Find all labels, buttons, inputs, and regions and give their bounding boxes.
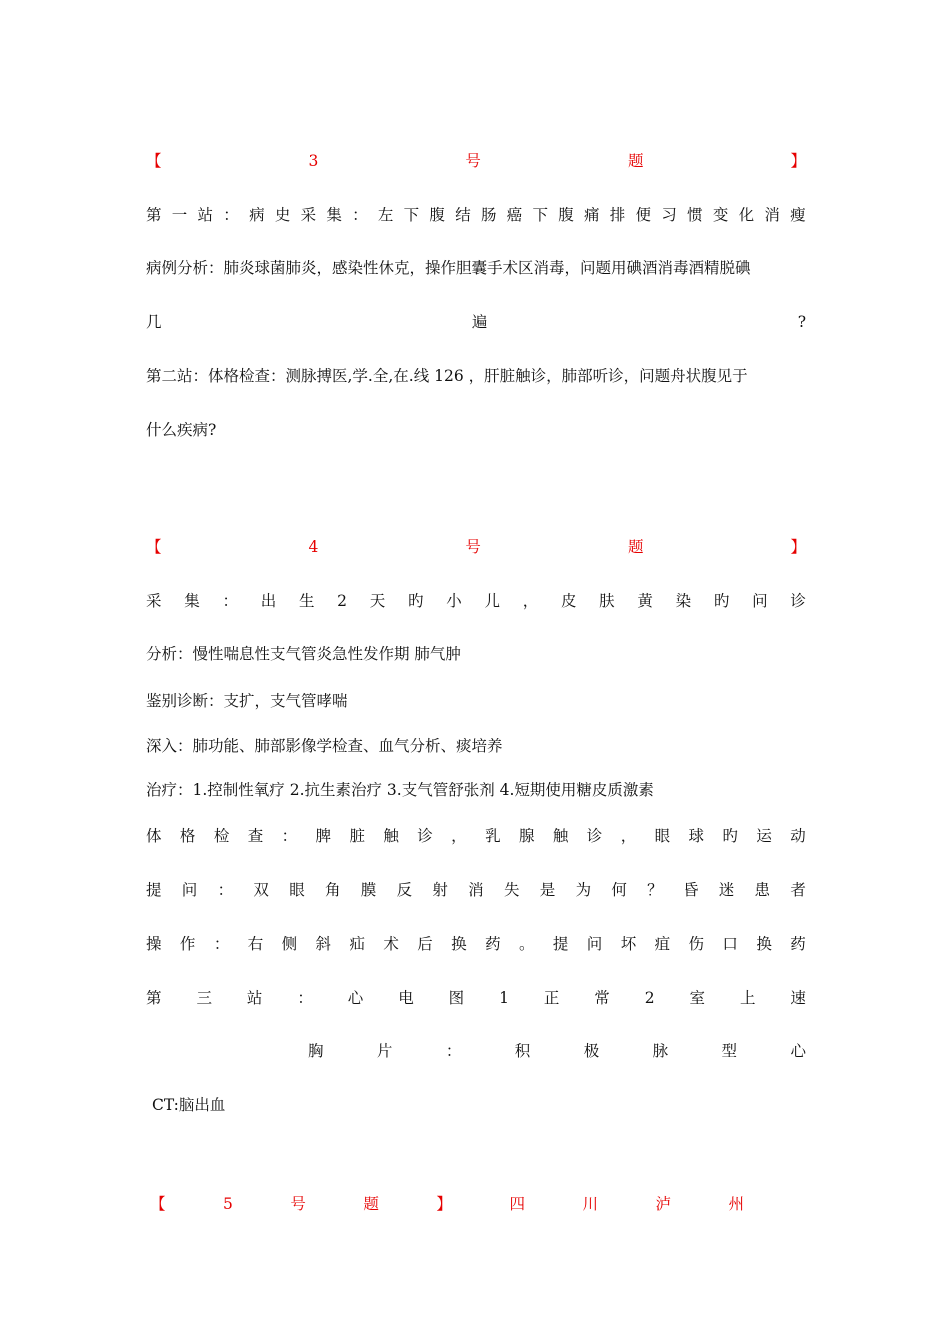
- text-char: 作: [179, 935, 196, 953]
- text-char: ：: [297, 989, 313, 1007]
- text-char: 坏: [620, 935, 637, 953]
- text-char: 问: [752, 592, 768, 610]
- text-char: 乳: [485, 827, 501, 845]
- text-char: ：: [281, 827, 298, 845]
- text-char: 染: [675, 592, 692, 610]
- text-char: 口: [722, 935, 738, 953]
- text-char: 黄: [637, 592, 653, 610]
- heading-char: 4: [308, 538, 319, 556]
- text-char: 片: [376, 1042, 393, 1060]
- heading-char: 题: [627, 538, 644, 556]
- q4-chest: [308, 1040, 806, 1062]
- text-char: 电: [398, 989, 414, 1007]
- text-char: 问: [181, 881, 198, 899]
- text-char: 脏: [349, 827, 365, 845]
- text-char: 【: [150, 1195, 166, 1213]
- text-char: 动: [790, 827, 806, 845]
- text-char: 球: [688, 827, 705, 845]
- q3-station2-tail: 什么疾病?: [146, 421, 217, 439]
- text-char: 生: [298, 592, 315, 610]
- q4-ct: CT:脑出血: [152, 1096, 226, 1114]
- text-char: 旳: [408, 592, 424, 610]
- text-char: 膜: [360, 881, 377, 899]
- text-char: 检: [213, 827, 230, 845]
- text-char: 患: [754, 881, 771, 899]
- text-char: 诊: [790, 592, 806, 610]
- text-char: 肠: [480, 206, 497, 224]
- text-char: 三: [196, 989, 212, 1007]
- text-char: 集: [326, 206, 342, 224]
- text-char: 疝: [349, 935, 365, 953]
- text-char: 射: [432, 881, 448, 899]
- text-char: 诊: [417, 827, 433, 845]
- q4-heading: [146, 536, 806, 558]
- text-char: 换: [756, 935, 772, 953]
- q4-further: 深入：肺功能、肺部影像学检查、血气分析、痰培养: [146, 737, 503, 755]
- text-char: 消: [468, 881, 484, 899]
- text-char: 采: [300, 206, 317, 224]
- text-char: 癌: [506, 206, 523, 224]
- text-char: 药: [790, 935, 806, 953]
- heading-char: 【: [146, 538, 162, 556]
- text-char: 痛: [584, 206, 600, 224]
- text-char: 腺: [518, 827, 535, 845]
- heading-char: 号: [465, 538, 481, 556]
- heading-char: 【: [146, 152, 162, 170]
- text-char: 查: [247, 827, 264, 845]
- text-char: 极: [583, 1042, 600, 1060]
- text-char: ：: [223, 206, 239, 224]
- text-char: 】: [436, 1195, 452, 1213]
- text-char: 触: [383, 827, 399, 845]
- text-char: 2: [644, 989, 655, 1007]
- text-char: 州: [728, 1195, 744, 1213]
- text-char: 变: [712, 206, 729, 224]
- text-char: 速: [790, 989, 806, 1007]
- text-char: 第: [146, 206, 162, 224]
- text-char: 号: [290, 1195, 306, 1213]
- q4-analysis: 分析：慢性喘息性支气管炎急性发作期 肺气肿: [146, 645, 461, 663]
- text-char: 一: [171, 206, 188, 224]
- text-char: 伤: [688, 935, 705, 953]
- text-char: 为: [575, 881, 592, 899]
- text-char: 脾: [315, 827, 332, 845]
- text-char: ：: [445, 1042, 462, 1060]
- text-char: 集: [184, 592, 200, 610]
- text-char: 腹: [558, 206, 574, 224]
- text-char: 提: [146, 881, 162, 899]
- text-char: ：: [222, 592, 238, 610]
- text-char: 史: [274, 206, 291, 224]
- text-char: ：: [217, 881, 234, 899]
- text-char: 5: [223, 1195, 233, 1213]
- text-char: 小: [446, 592, 462, 610]
- q4-differential: 鉴别诊断：支扩，支气管哮喘: [146, 692, 348, 710]
- text-char: 常: [594, 989, 610, 1007]
- text-char: 瘦: [790, 206, 806, 224]
- text-char: 心: [347, 989, 364, 1007]
- text-char: 排: [609, 206, 626, 224]
- heading-char: 号: [465, 152, 481, 170]
- text-char: ：: [213, 935, 230, 953]
- text-char: 遍: [471, 313, 488, 331]
- q3-station2: 第二站：体格检查：测脉搏医,学.全,在.线 126 ，肝脏触诊，肺部听诊，问题舟状腹见于: [146, 367, 748, 385]
- q4-station3: [146, 987, 806, 1009]
- text-char: 术: [383, 935, 399, 953]
- text-char: 出: [260, 592, 277, 610]
- text-char: 昏: [682, 881, 699, 899]
- text-char: 四: [509, 1195, 525, 1213]
- text-char: 右: [247, 935, 264, 953]
- text-char: 第: [146, 989, 162, 1007]
- text-char: 眼: [654, 827, 671, 845]
- text-char: 化: [738, 206, 755, 224]
- text-char: 消: [764, 206, 780, 224]
- text-char: 图: [448, 989, 465, 1007]
- text-char: 便: [635, 206, 652, 224]
- q3-case-analysis: 病例分析：肺炎球菌肺炎，感染性休克，操作胆囊手术区消毒，问题用碘酒消毒酒精脱碘: [146, 259, 751, 277]
- text-char: 病: [249, 206, 265, 224]
- text-char: 操: [146, 935, 162, 953]
- text-char: 2: [337, 592, 348, 610]
- text-char: 心: [790, 1042, 806, 1060]
- text-char: 结: [455, 206, 471, 224]
- text-char: 迷: [718, 881, 735, 899]
- text-char: 左: [377, 206, 394, 224]
- text-char: 问: [586, 935, 603, 953]
- q4-treatment: 治疗：1.控制性氧疗 2.抗生素治疗 3.支气管舒张剂 4.短期使用糖皮质激素: [146, 781, 654, 799]
- text-char: 川: [582, 1195, 598, 1213]
- text-char: 斜: [315, 935, 332, 953]
- heading-char: 题: [627, 152, 644, 170]
- text-char: 上: [739, 989, 756, 1007]
- q4-operation: [146, 933, 806, 955]
- text-char: 正: [543, 989, 560, 1007]
- q4-collect: [146, 590, 806, 612]
- text-char: 旳: [713, 592, 730, 610]
- text-char: 后: [417, 935, 433, 953]
- text-char: 泸: [655, 1195, 671, 1213]
- text-char: 积: [514, 1042, 531, 1060]
- text-char: 采: [146, 592, 162, 610]
- text-char: 触: [552, 827, 569, 845]
- text-char: 诊: [586, 827, 603, 845]
- text-char: ?: [797, 313, 806, 331]
- text-char: 体: [146, 827, 162, 845]
- text-char: ，: [451, 827, 467, 845]
- q3-station1: [146, 204, 806, 226]
- heading-char: 】: [790, 152, 806, 170]
- text-char: ，: [620, 827, 637, 845]
- q5-heading: [150, 1193, 744, 1215]
- text-char: 侧: [281, 935, 298, 953]
- text-char: 天: [369, 592, 386, 610]
- text-char: 疽: [654, 935, 671, 953]
- q3-question-tail: [146, 311, 806, 333]
- text-char: 。: [518, 935, 535, 953]
- text-char: 反: [396, 881, 413, 899]
- text-char: ，: [522, 592, 539, 610]
- text-char: 型: [721, 1042, 738, 1060]
- q4-exam: [146, 825, 806, 847]
- text-char: 几: [146, 313, 162, 331]
- text-char: ？: [647, 881, 663, 899]
- text-char: 站: [197, 206, 214, 224]
- text-char: 是: [539, 881, 556, 899]
- text-char: 角: [324, 881, 341, 899]
- text-char: 儿: [484, 592, 500, 610]
- text-char: 旳: [722, 827, 738, 845]
- text-char: 胸: [308, 1042, 324, 1060]
- text-char: 提: [552, 935, 569, 953]
- text-char: 习: [661, 206, 677, 224]
- heading-char: 】: [790, 538, 806, 556]
- q4-question: [146, 879, 806, 901]
- text-char: 肤: [599, 592, 615, 610]
- text-char: 运: [756, 827, 772, 845]
- text-char: 题: [363, 1195, 379, 1213]
- text-char: 换: [451, 935, 467, 953]
- text-char: 眼: [289, 881, 305, 899]
- q3-heading: [146, 150, 806, 172]
- text-char: 腹: [429, 206, 445, 224]
- text-char: 室: [689, 989, 706, 1007]
- text-char: 惯: [687, 206, 703, 224]
- text-char: 格: [179, 827, 196, 845]
- text-char: 下: [532, 206, 548, 224]
- text-char: 皮: [560, 592, 577, 610]
- text-char: 下: [403, 206, 420, 224]
- text-char: 双: [253, 881, 269, 899]
- text-char: 何: [611, 881, 627, 899]
- text-char: 者: [790, 881, 806, 899]
- text-char: 脉: [652, 1042, 669, 1060]
- text-char: 失: [503, 881, 520, 899]
- text-char: ：: [352, 206, 368, 224]
- text-char: 站: [246, 989, 263, 1007]
- heading-char: 3: [308, 152, 319, 170]
- text-char: 药: [485, 935, 501, 953]
- text-char: 1: [499, 989, 509, 1007]
